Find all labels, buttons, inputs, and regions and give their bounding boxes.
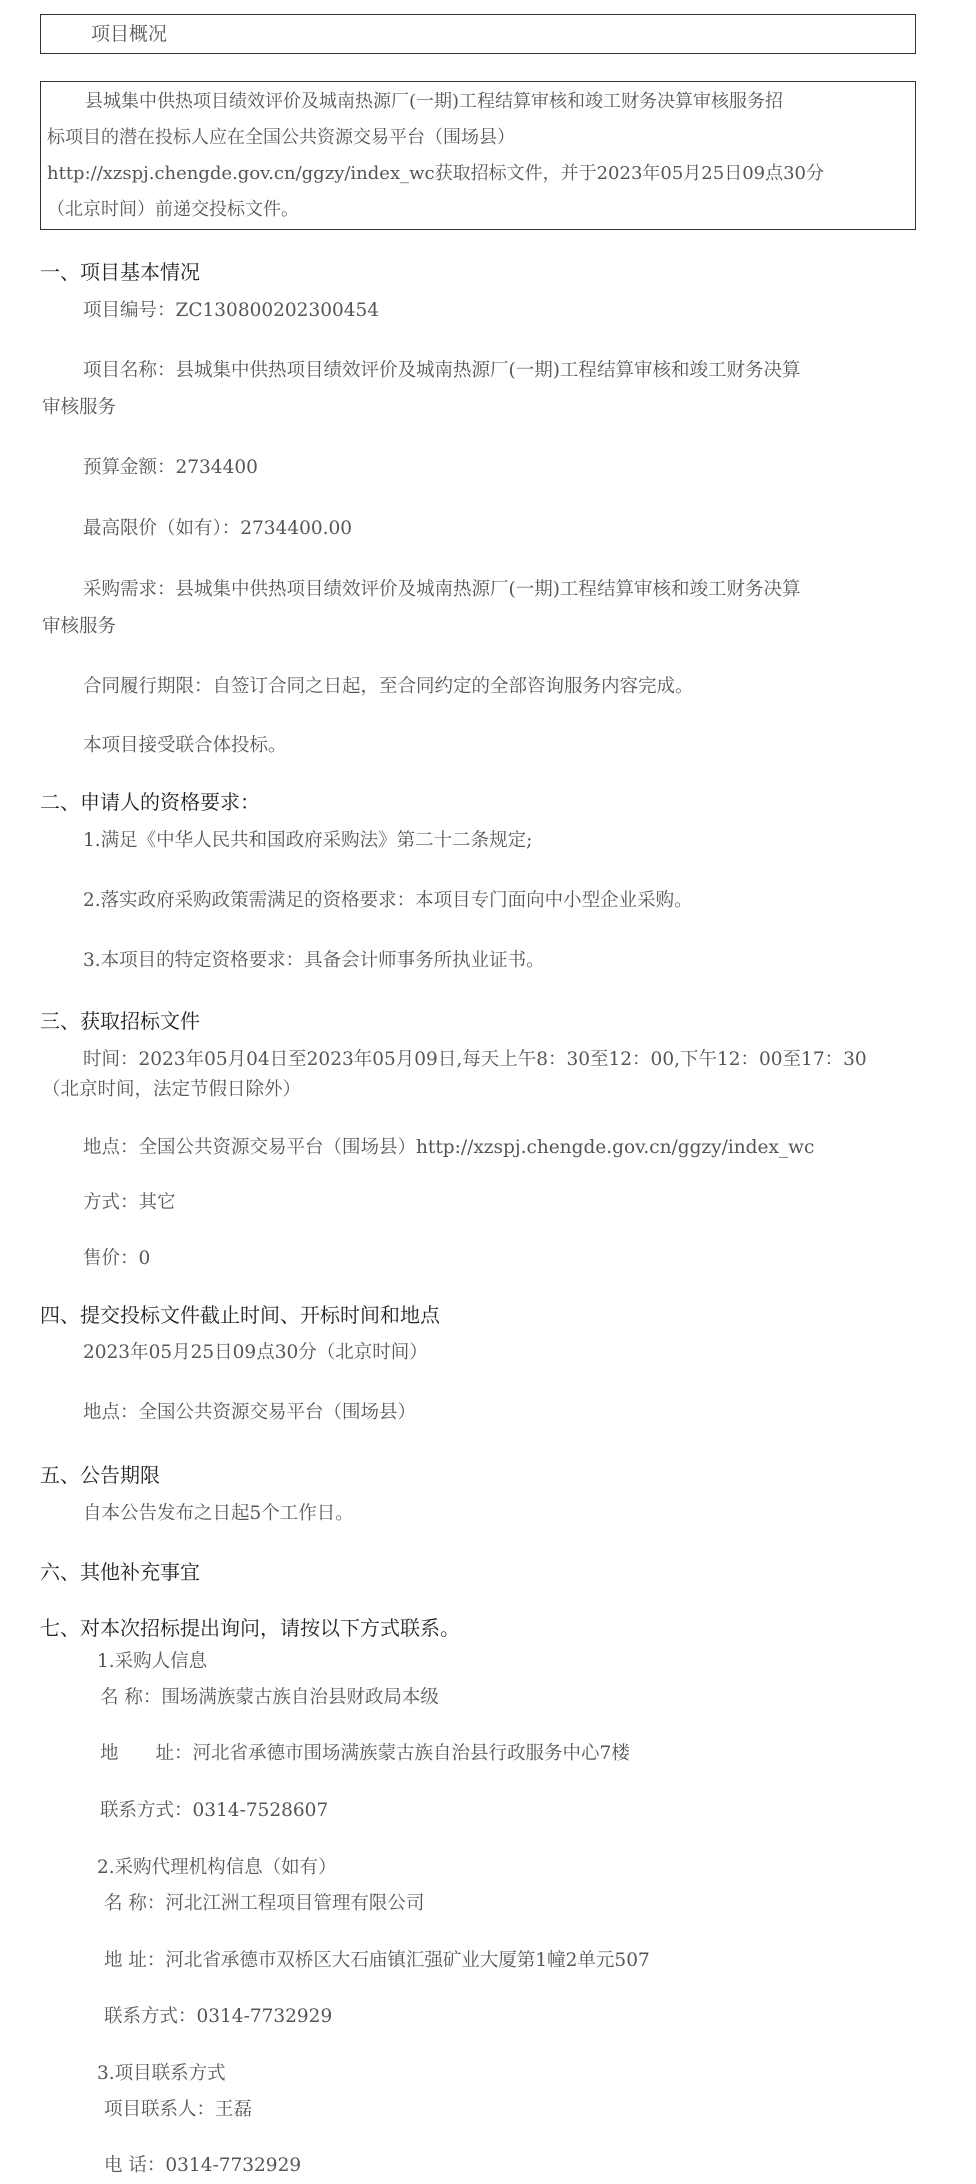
qualification-item-2: 2.落实政府采购政策需满足的资格要求：本项目专门面向中小型企业采购。: [83, 890, 693, 911]
buyer-name: 名 称：围场满族蒙古族自治县财政局本级: [100, 1687, 439, 1708]
bid-place: 地点：全国公共资源交易平台（围场县）: [83, 1402, 417, 1423]
section-2-heading: 二、申请人的资格要求：: [40, 790, 260, 814]
agency-name: 名 称：河北江洲工程项目管理有限公司: [104, 1893, 425, 1914]
buyer-contact: 联系方式：0314-7528607: [100, 1800, 329, 1821]
project-contact-phone: 电 话：0314-7732929: [104, 2155, 302, 2176]
bid-deadline: 2023年05月25日09点30分（北京时间）: [83, 1342, 428, 1363]
buyer-info-title: 1.采购人信息: [97, 1651, 208, 1672]
project-contact-title: 3.项目联系方式: [97, 2063, 226, 2084]
obtain-time-line-1: 时间：2023年05月04日至2023年05月09日,每天上午8：30至12：00,下午12：00至17：30: [83, 1049, 867, 1070]
obtain-place: 地点：全国公共资源交易平台（围场县）http://xzspj.chengde.gov.cn/ggzy/index_wc: [83, 1137, 815, 1158]
agency-address: 地 址：河北省承德市双桥区大石庙镇汇强矿业大厦第1幢2单元507: [104, 1950, 650, 1971]
obtain-time-line-2: （北京时间，法定节假日除外）: [42, 1079, 302, 1100]
intro-line-4: （北京时间）前递交投标文件。: [47, 199, 299, 220]
demand-line-1: 采购需求：县城集中供热项目绩效评价及城南热源厂(一期)工程结算审核和竣工财务决算: [83, 579, 801, 600]
contract-period: 合同履行期限：自签订合同之日起，至合同约定的全部咨询服务内容完成。: [83, 676, 694, 697]
section-1-heading: 一、项目基本情况: [40, 260, 200, 284]
overview-title: 项目概况: [91, 23, 168, 45]
project-name-line-2: 审核服务: [42, 397, 117, 418]
obtain-method: 方式：其它: [83, 1192, 176, 1213]
agency-contact: 联系方式：0314-7732929: [104, 2006, 333, 2027]
demand-line-2: 审核服务: [42, 616, 117, 637]
intro-line-3: http://xzspj.chengde.gov.cn/ggzy/index_wc获取招标文件，并于2023年05月25日09点30分: [47, 163, 825, 184]
agency-info-title: 2.采购代理机构信息（如有）: [97, 1857, 337, 1878]
section-7-heading: 七、对本次招标提出询问，请按以下方式联系。: [40, 1616, 460, 1640]
qualification-item-1: 1.满足《中华人民共和国政府采购法》第二十二条规定;: [83, 830, 533, 851]
intro-line-2: 标项目的潜在投标人应在全国公共资源交易平台（围场县）: [47, 127, 515, 148]
project-name-line-1: 项目名称：县城集中供热项目绩效评价及城南热源厂(一期)工程结算审核和竣工财务决算: [83, 360, 801, 381]
consortium-note: 本项目接受联合体投标。: [83, 735, 287, 756]
intro-line-1: 县城集中供热项目绩效评价及城南热源厂(一期)工程结算审核和竣工财务决算审核服务招: [85, 91, 784, 112]
section-6-heading: 六、其他补充事宜: [40, 1560, 200, 1584]
notice-period: 自本公告发布之日起5个工作日。: [83, 1503, 354, 1524]
budget-amount: 预算金额：2734400: [83, 457, 258, 478]
document-price: 售价：0: [83, 1248, 151, 1269]
buyer-address: 地 址：河北省承德市围场满族蒙古族自治县行政服务中心7楼: [100, 1743, 630, 1764]
project-number: 项目编号：ZC130800202300454: [83, 300, 380, 321]
project-contact-person: 项目联系人：王磊: [104, 2099, 253, 2120]
intro-box: [40, 81, 916, 230]
qualification-item-3: 3.本项目的特定资格要求：具备会计师事务所执业证书。: [83, 950, 545, 971]
max-price: 最高限价（如有）：2734400.00: [83, 518, 353, 539]
section-3-heading: 三、获取招标文件: [40, 1009, 200, 1033]
section-4-heading: 四、提交投标文件截止时间、开标时间和地点: [40, 1303, 440, 1327]
overview-title-box: [40, 14, 916, 54]
section-5-heading: 五、公告期限: [40, 1463, 160, 1487]
